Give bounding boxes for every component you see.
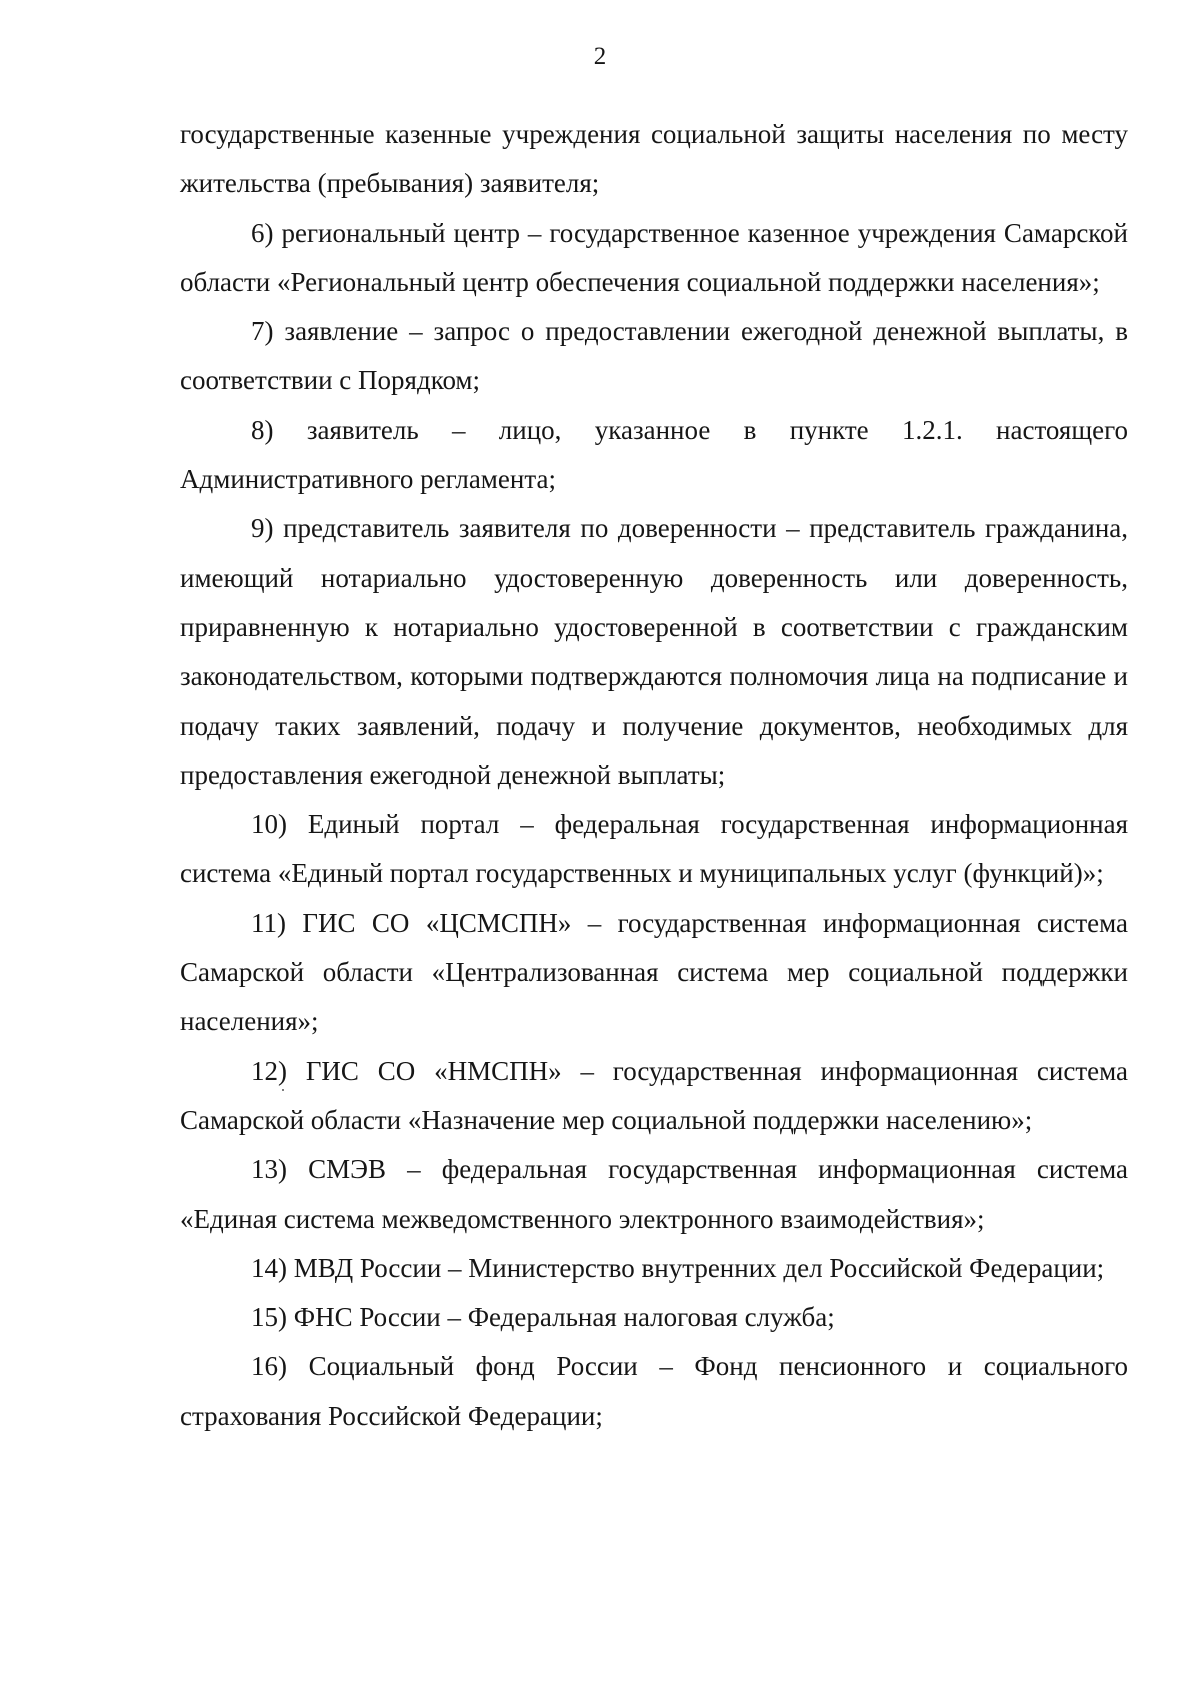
paragraph-item-12: 12) ГИС СО «НМСПН» – государственная информационная система Самарской области «Назначение мер социальной поддержки населению»;	[180, 1055, 1128, 1135]
paragraph-item-13: 13) СМЭВ – федеральная государственная информационная система «Единая система межведомственного электронного взаимодействия»;	[180, 1154, 1128, 1234]
document-body	[180, 110, 1128, 1441]
page-number: 2	[593, 43, 607, 70]
paragraph-item-9: 9) представитель заявителя по доверенности – представитель гражданина, имеющий нотариально удостоверенную доверенность или доверенность, приравненную к нотариально удостоверенной в соответствии с гражданским законодательством, которыми подтверждаются полномочия лица на подписание и подачу таких заявлений, подачу и получение документов, необходимых для предоставления ежегодной денежной выплаты;	[180, 513, 1128, 790]
scan-speck	[282, 1089, 284, 1091]
paragraph-item-10: 10) Единый портал – федеральная государственная информационная система «Единый портал государственных и муниципальных услуг (функций)»;	[180, 809, 1128, 889]
paragraph-item-7: 7) заявление – запрос о предоставлении ежегодной денежной выплаты, в соответствии с Порядком;	[180, 316, 1128, 396]
paragraph-item-14: 14) МВД России – Министерство внутренних дел Российской Федерации;	[251, 1252, 1105, 1283]
paragraph-continuation: государственные казенные учреждения социальной защиты населения по месту жительства (пребывания) заявителя;	[180, 119, 1128, 199]
paragraph-item-16: 16) Социальный фонд России – Фонд пенсионного и социального страхования Российской Федерации;	[180, 1351, 1128, 1431]
paragraph-item-6: 6) региональный центр – государственное казенное учреждения Самарской области «Региональный центр обеспечения социальной поддержки населения»;	[180, 217, 1128, 297]
paragraph-item-11: 11) ГИС СО «ЦСМСПН» – государственная информационная система Самарской области «Централизованная система мер социальной поддержки населения»;	[180, 907, 1128, 1037]
paragraph-item-15: 15) ФНС России – Федеральная налоговая служба;	[251, 1302, 835, 1333]
paragraph-item-8: 8) заявитель – лицо, указанное в пункте 1.2.1. настоящего Административного регламента;	[180, 414, 1128, 495]
